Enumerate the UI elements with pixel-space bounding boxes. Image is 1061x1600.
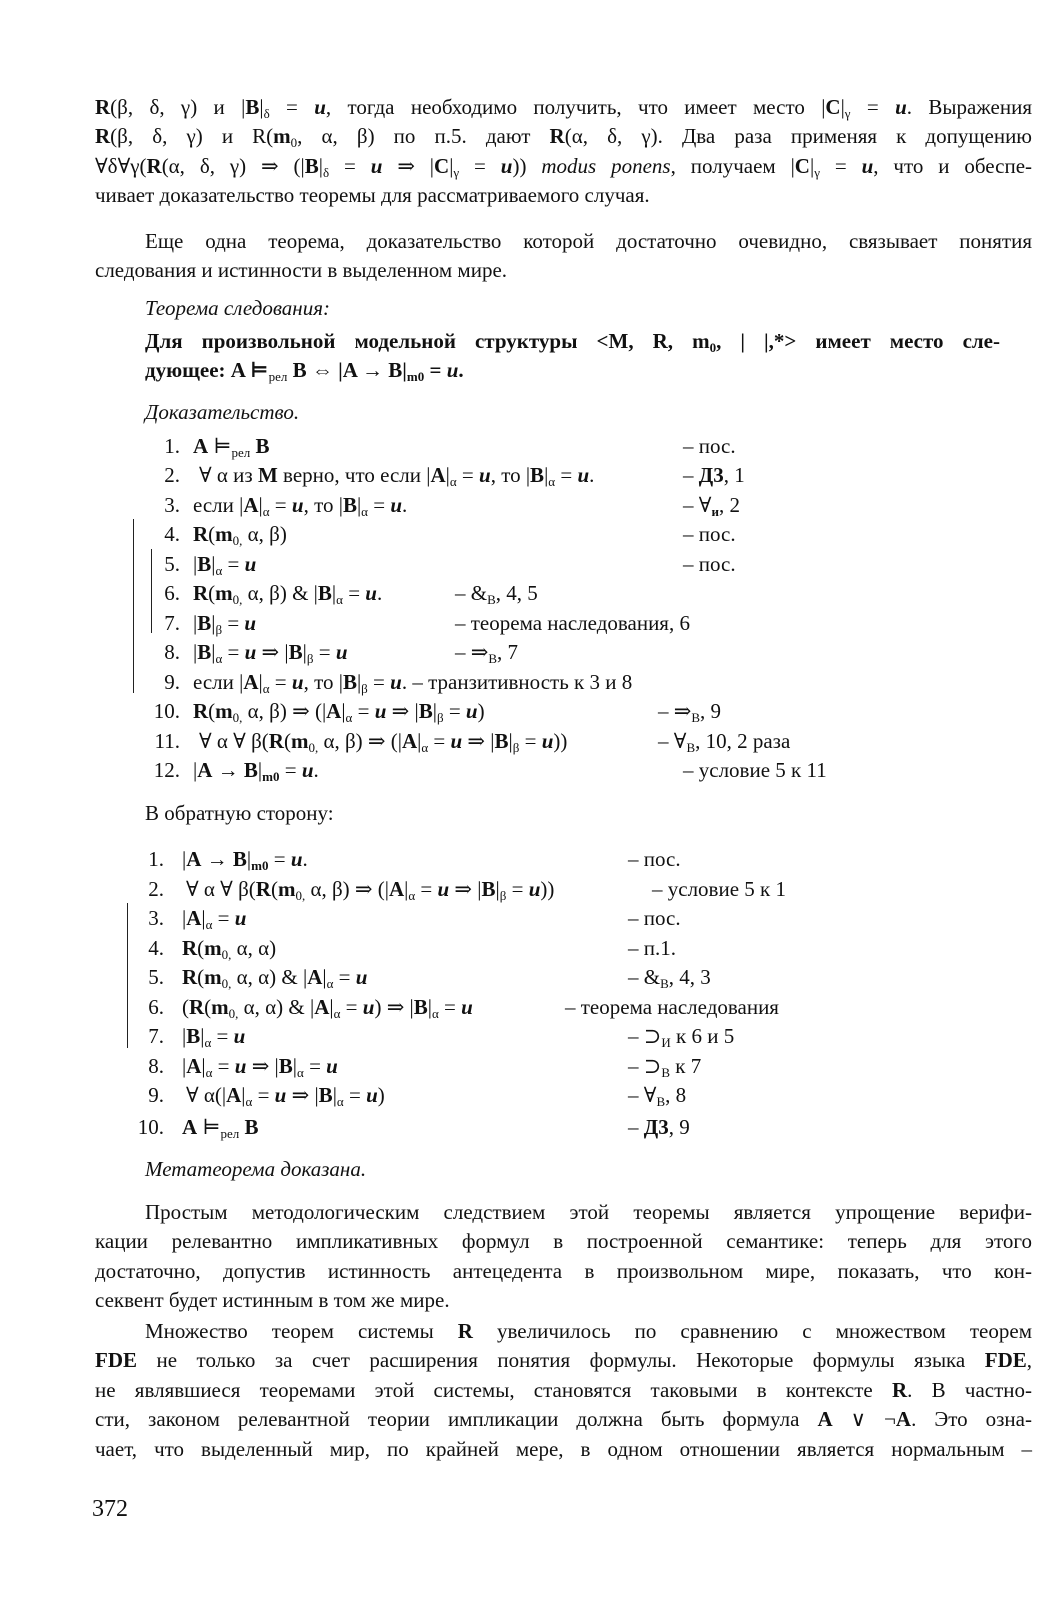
text-line: Множество теорем системы R увеличилось по сравнению с множеством теорем — [145, 1319, 1032, 1343]
row-justification: – $\&_В$, 4, 5 — [455, 581, 538, 607]
row-number: 12. — [153, 758, 180, 782]
row-justification: – теорема наследования, 6 — [455, 611, 690, 635]
row-formula: если $|A|_\alpha = u$, то $|B|_\alpha = u$. — [193, 493, 408, 519]
text-line: секвент будет истинным в том же мире. — [95, 1288, 450, 1313]
row-number: 10. — [137, 1115, 164, 1139]
row-number: 9. — [164, 670, 180, 694]
row-formula: $R(m_{0,}$ α, α) — [182, 936, 277, 962]
assumption-bar-converse — [127, 903, 128, 1048]
assumption-bar-inner — [151, 549, 152, 633]
row-formula: $|B|_\alpha = u$ — [193, 552, 257, 578]
row-number: 10. — [153, 699, 180, 723]
row-formula: A $⊨_{рел}$ B — [193, 434, 270, 460]
row-formula: $R(m_{0,}$ α, β) ⇒ ($|A|_\alpha = u$ ⇒ $|B|_\beta = u$) — [193, 699, 485, 725]
row-justification: – $\Rightarrow_В$, 7 — [455, 640, 519, 666]
row-number: 1. — [164, 434, 180, 458]
row-number: 7. — [148, 1024, 164, 1048]
proof-row — [0, 550, 1061, 580]
row-number: 8. — [164, 640, 180, 664]
row-justification: – п.1. — [628, 936, 676, 960]
row-formula: A $⊨_{рел}$ B — [182, 1115, 259, 1141]
proof-row — [0, 1022, 1061, 1052]
row-justification: – теорема наследования — [565, 995, 779, 1019]
row-formula: $|A|_\alpha = u$ — [182, 906, 247, 932]
row-justification: – Д3, 9 — [628, 1115, 690, 1139]
row-formula: ∀ α из M верно, что если $|A|_\alpha = u$, то $|B|_\alpha = u$. — [199, 463, 595, 489]
proof-row — [0, 875, 1061, 905]
paragraph-intro — [95, 93, 1032, 211]
row-formula: $|B|_\alpha = u$ ⇒ $|B|_\beta = u$ — [193, 640, 348, 666]
converse-label: В обратную сторону: — [145, 801, 334, 825]
row-formula: ($R(m_{0,}$ α, α) & $|A|_\alpha = u$) ⇒ $|B|_\alpha = u$ — [182, 995, 473, 1021]
proof-row — [0, 697, 1061, 727]
proof-row — [0, 963, 1061, 993]
row-number: 4. — [148, 936, 164, 960]
row-number: 3. — [164, 493, 180, 517]
proof-row — [0, 756, 1061, 786]
proof-row — [0, 579, 1061, 609]
row-formula: $|A|_\alpha = u$ ⇒ $|B|_\alpha = u$ — [182, 1054, 338, 1080]
proof-row — [0, 934, 1061, 964]
row-formula: ∀ $\alpha(|A|_\alpha = u$ ⇒ $|B|_\alpha = u$) — [186, 1083, 385, 1109]
text-line: следования и истинности в выделенном мире. — [95, 258, 508, 283]
proof-row — [0, 845, 1061, 875]
qed-label: Метатеорема доказана. — [145, 1157, 367, 1181]
row-justification: – пос. — [628, 906, 681, 930]
proof-row — [0, 1081, 1061, 1111]
row-formula: $R(m_{0,}$ α, α) & $|A|_\alpha = u$ — [182, 965, 368, 991]
row-justification: – пос. — [683, 552, 736, 576]
row-formula: $|B|_\alpha = u$ — [182, 1024, 246, 1050]
row-justification: – $⊃_В$ к 7 — [628, 1054, 702, 1080]
proof-row — [0, 432, 1061, 462]
row-justification: – пос. — [628, 847, 681, 871]
paragraph-consequence — [95, 1198, 1032, 1316]
row-formula: $R(m_{0,}$ α, β) — [193, 522, 287, 548]
paragraph-second — [95, 227, 1032, 286]
row-number: 5. — [164, 552, 180, 576]
proof-row — [0, 904, 1061, 934]
proof-row — [0, 609, 1061, 639]
theorem-statement — [145, 327, 1000, 386]
row-formula: ∀ α ∀ $\beta(R(m_{0,}$ α, β) ⇒ ($|A|_\alpha = u$ ⇒ $|B|_\beta = u$)) — [186, 877, 555, 903]
row-justification: – пос. — [683, 522, 736, 546]
proof-label: Доказательство. — [145, 400, 300, 424]
row-formula: $|B|_\beta = u$ — [193, 611, 257, 637]
row-justification: – $\forall_и$, 2 — [683, 493, 740, 519]
proof-row — [0, 1052, 1061, 1082]
row-number: 6. — [164, 581, 180, 605]
row-formula: ∀ α ∀ $\beta(R(m_{0,}$ α, β) ⇒ ($|A|_\alpha = u$ ⇒ $|B|_\beta = u$)) — [199, 729, 568, 755]
assumption-bar-outer — [133, 519, 134, 693]
proof-row — [0, 993, 1061, 1023]
text-line: дующее: A $⊨_{рел}$ B ⇔ $|A \to B|_{m0} = u$. — [145, 358, 464, 385]
row-justification: – $\&_В$, 4, 3 — [628, 965, 711, 991]
proof-row — [0, 727, 1061, 757]
text-line: чает, что выделенный мир, по крайней мере, в одном отношении является нормальным – — [95, 1436, 1032, 1461]
row-number: 2. — [148, 877, 164, 901]
proof-row — [0, 668, 1061, 698]
proof-row — [0, 638, 1061, 668]
text-line: не являвшиеся теоремами этой системы, становятся таковыми в контексте R. В частно- — [95, 1377, 1033, 1402]
row-number: 8. — [148, 1054, 164, 1078]
text-line: ∀δ∀γ(R(α, δ, γ) ⇒ ($|B|_\delta = u$ ⇒ $|C|_\gamma = u$)) modus ponens, получаем $|C|_\gamma = u$, что и обеспе- — [95, 153, 1033, 180]
row-number: 3. — [148, 906, 164, 930]
text-line: Простым методологическим следствием этой теоремы является упрощение верифи- — [145, 1200, 1032, 1224]
row-formula: $R(m_{0,}$ α, β) & $|B|_\alpha = u$. — [193, 581, 383, 607]
row-justification: – условие 5 к 11 — [683, 758, 827, 782]
row-justification: – условие 5 к 1 — [652, 877, 786, 901]
proof-row — [0, 461, 1061, 491]
row-justification: – $\forall_В$, 8 — [628, 1083, 687, 1109]
text-line: R(β, δ, γ) и $|B|_\delta = u$, тогда необходимо получить, что имеет место $|C|_\gamma = u$. Выражения — [95, 95, 1032, 121]
paragraph-theorems — [95, 1317, 1032, 1464]
row-justification: – $\Rightarrow_В$, 9 — [658, 699, 722, 725]
row-justification: – пос. — [683, 434, 736, 458]
row-justification: – $\forall_В$, 10, 2 раза — [658, 729, 791, 755]
row-formula: если $|A|_\alpha = u$, то $|B|_\beta = u$. – транзитивность к 3 и 8 — [193, 670, 633, 696]
row-number: 11. — [154, 729, 180, 753]
text-line: Для произвольной модельной структуры <M, R, $m_0$, | |,*> имеет место сле- — [145, 329, 1000, 355]
row-justification: – $⊃_И$ к 6 и 5 — [628, 1024, 735, 1050]
row-justification: – Д3, 1 — [683, 463, 745, 487]
text-line: кации релевантно импликативных формул в построенной семантике: теперь для этого — [95, 1229, 1032, 1254]
theorem-label: Теорема следования: — [145, 296, 330, 320]
row-number: 6. — [148, 995, 164, 1019]
row-number: 5. — [148, 965, 164, 989]
proof-row — [0, 1113, 1061, 1143]
text-line: достаточно, допустив истинность антецедента в произвольном мире, показать, что кон- — [95, 1258, 1032, 1283]
text-line: FDE не только за счет расширения понятия формулы. Некоторые формулы языка FDE, — [95, 1348, 1032, 1373]
row-number: 7. — [164, 611, 180, 635]
row-formula: $|A \to B|_{m0} = u$. — [193, 758, 319, 784]
text-line: сти, законом релевантной теории импликации должна быть формула A ∨ ¬A. Это озна- — [95, 1407, 1032, 1432]
text-line: чивает доказательство теоремы для рассматриваемого случая. — [95, 183, 650, 208]
text-line: R(β, δ, γ) и $R(m_0$, α, β) по п.5. дают R(α, δ, γ). Два раза применяя к допущению — [95, 124, 1032, 151]
proof-row — [0, 520, 1061, 550]
row-number: 9. — [148, 1083, 164, 1107]
row-number: 1. — [148, 847, 164, 871]
proof-row — [0, 491, 1061, 521]
page-number: 372 — [92, 1496, 128, 1522]
row-number: 2. — [164, 463, 180, 487]
text-line: Еще одна теорема, доказательство которой достаточно очевидно, связывает понятия — [145, 229, 1032, 253]
row-number: 4. — [164, 522, 180, 546]
row-formula: $|A \to B|_{m0} = u$. — [182, 847, 308, 873]
